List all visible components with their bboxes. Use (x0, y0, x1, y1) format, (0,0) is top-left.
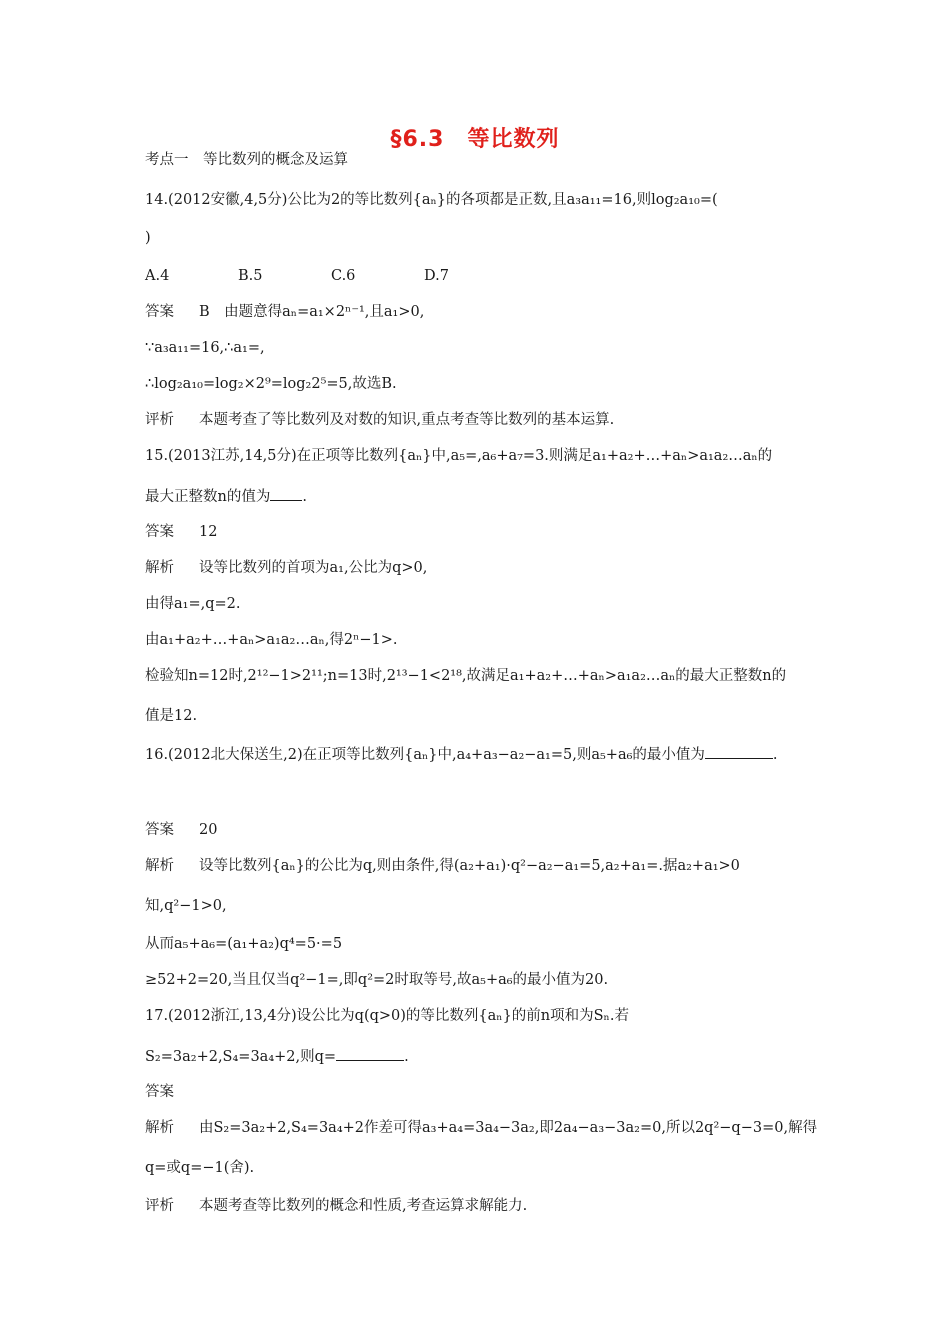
q15-stem-text: 最大正整数n的值为 (145, 489, 271, 505)
q16-analysis-line1 (145, 856, 807, 876)
comment-label: 评析 (145, 412, 174, 428)
q15-analysis-line4: 检验知n=12时,2¹²−1>2¹¹;n=13时,2¹³−1<2¹⁸,故满足a₁+a₂+…+aₙ>a₁a₂…aₙ的最大正整数n的 (145, 668, 787, 684)
analysis-label: 解析 (145, 560, 174, 576)
analysis-text: 设等比数列的首项为a₁,公比为q>0, (199, 560, 428, 576)
option-d: D.7 (424, 268, 449, 284)
q16-stem-end: . (772, 747, 778, 763)
q15-answer (145, 522, 807, 542)
q15-analysis-line2: 由得a₁=,q=2. (145, 596, 241, 612)
comment-label: 评析 (145, 1198, 174, 1214)
q14-stem-line2: ) (145, 230, 151, 246)
q16-analysis-line4: ≥52+2=20,当且仅当q²−1=,即q²=2时取等号,故a₅+a₆的最小值为20. (145, 972, 609, 988)
q16-answer (145, 820, 807, 840)
analysis-label: 解析 (145, 1120, 174, 1136)
q15-stem-line1: 15.(2013江苏,14,5分)在正项等比数列{aₙ}中,a₅=,a₆+a₇=3.则满足a₁+a₂+…+aₙ>a₁a₂…aₙ的 (145, 448, 773, 464)
q15-stem-end: . (302, 489, 307, 505)
q14-comment (145, 410, 807, 430)
q16-analysis-line3: 从而a₅+a₆=(a₁+a₂)q⁴=5·=5 (145, 936, 343, 952)
option-a: A.4 (145, 268, 170, 284)
q17-stem-line1: 17.(2012浙江,13,4分)设公比为q(q>0)的等比数列{aₙ}的前n项和为Sₙ.若 (145, 1008, 629, 1024)
page-title: §6.3 等比数列 (390, 127, 560, 152)
q14-options (145, 266, 807, 286)
q15-analysis-line1 (145, 558, 807, 578)
answer-label: 答案 (145, 822, 174, 838)
q17-stem-end: . (404, 1049, 409, 1065)
answer-label: 答案 (145, 1084, 174, 1100)
comment-text: 本题考查等比数列的概念和性质,考查运算求解能力. (199, 1198, 528, 1214)
answer-value: 20 (199, 822, 218, 838)
q14-answer (145, 302, 807, 322)
q17-analysis-line2: q=或q=−1(舍). (145, 1160, 255, 1176)
section-heading: 考点一 等比数列的概念及运算 (145, 152, 348, 168)
q17-answer (145, 1082, 807, 1102)
answer-blank (336, 1046, 404, 1061)
option-b: B.5 (238, 268, 263, 284)
q16-stem-text: 16.(2012北大保送生,2)在正项等比数列{aₙ}中,a₄+a₃−a₂−a₁=5,则a₅+a₆的最小值为 (145, 747, 705, 763)
q17-analysis-line1 (145, 1118, 818, 1138)
option-c: C.6 (331, 268, 356, 284)
q17-comment (145, 1196, 807, 1216)
analysis-label: 解析 (145, 858, 174, 874)
answer-value: 12 (199, 524, 218, 540)
answer-label: 答案 (145, 304, 174, 320)
q16-analysis-line2: 知,q²−1>0, (145, 898, 227, 914)
q14-stem-line1: 14.(2012安徽,4,5分)公比为2的等比数列{aₙ}的各项都是正数,且a₃a₁₁=16,则log₂a₁₀=( (145, 192, 718, 208)
q14-step1: ∵a₃a₁₁=16,∴a₁=, (145, 340, 265, 356)
q14-step2: ∴log₂a₁₀=log₂×2⁹=log₂2⁵=5,故选B. (145, 376, 397, 392)
answer-blank (270, 486, 302, 501)
answer-blank (705, 744, 773, 759)
q17-stem-text: S₂=3a₂+2,S₄=3a₄+2,则q= (145, 1049, 337, 1065)
analysis-text: 设等比数列{aₙ}的公比为q,则由条件,得(a₂+a₁)·q²−a₂−a₁=5,a₂+a₁=.据a₂+a₁>0 (199, 858, 740, 874)
q15-stem-line2 (145, 486, 807, 507)
q15-analysis-line3: 由a₁+a₂+…+aₙ>a₁a₂…aₙ,得2ⁿ−1>. (145, 632, 398, 648)
analysis-text: 由S₂=3a₂+2,S₄=3a₄+2作差可得a₃+a₄=3a₄−3a₂,即2a₄−a₃−3a₂=0,所以2q²−q−3=0,解得 (199, 1120, 818, 1136)
q16-stem-line1 (145, 744, 807, 765)
answer-text: B 由题意得aₙ=a₁×2ⁿ⁻¹,且a₁>0, (199, 304, 425, 320)
q15-analysis-line5: 值是12. (145, 708, 198, 724)
comment-text: 本题考查了等比数列及对数的知识,重点考查等比数列的基本运算. (199, 412, 615, 428)
q17-stem-line2 (145, 1046, 807, 1067)
answer-label: 答案 (145, 524, 174, 540)
